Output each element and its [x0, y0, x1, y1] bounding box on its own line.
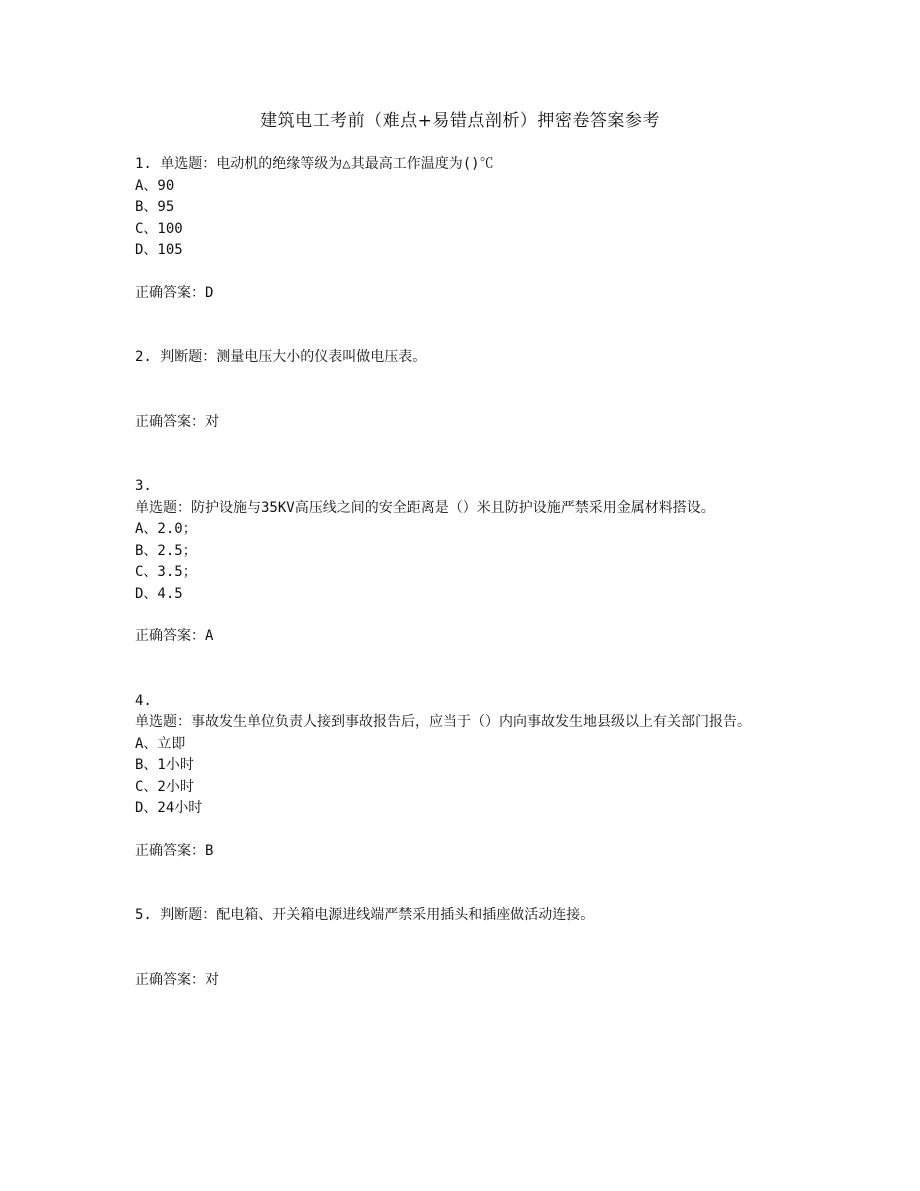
answer-2: [135, 412, 785, 434]
question-3-number: 3.: [135, 478, 152, 494]
answer-3: [135, 626, 785, 648]
question-4: [135, 691, 785, 863]
question-text: 配电箱、开关箱电源进线端严禁采用插头和插座做活动连接。: [216, 907, 595, 923]
question-4-number: 4.: [135, 692, 152, 709]
question-5: [135, 905, 785, 991]
answer-value: 对: [205, 971, 219, 988]
question-type: 判断题：: [160, 907, 217, 923]
option-c: C、100: [135, 220, 183, 237]
question-text: 防护设施与35KV高压线之间的安全距离是（）米且防护设施严禁采用金属材料搭设。: [191, 499, 715, 516]
question-list: [135, 154, 785, 991]
question-number: 1.: [135, 156, 152, 172]
option-b: B、2.5；: [135, 542, 197, 559]
question-type: 单选题：: [160, 156, 217, 172]
question-5-stem: [135, 905, 785, 927]
answer-5: [135, 970, 785, 992]
answer-value: D: [205, 284, 214, 301]
question-number: 5.: [135, 907, 152, 923]
option-d: D、4.5: [135, 585, 183, 602]
option-a: A、90: [135, 177, 175, 194]
answer-label: 正确答案：: [135, 413, 205, 430]
question-4-stem: [135, 712, 785, 734]
option-d: D、24小时: [135, 800, 203, 816]
option-d: D、105: [135, 242, 183, 258]
page-title: 建筑电工考前（难点+易错点剖析）押密卷答案参考: [260, 111, 660, 131]
question-type: 单选题：: [135, 714, 191, 730]
option-b: B、95: [135, 199, 175, 215]
answer-4: [135, 841, 785, 863]
option-c: C、2小时: [135, 778, 194, 795]
question-1-stem: [135, 154, 785, 176]
answer-label: 正确答案：: [135, 284, 205, 301]
question-2-stem: [135, 347, 785, 369]
answer-value: A: [205, 628, 214, 644]
answer-value: B: [205, 842, 214, 859]
option-b: B、1小时: [135, 757, 194, 773]
question-type: 判断题：: [160, 349, 217, 365]
question-3: [135, 476, 785, 648]
answer-value: 对: [205, 413, 219, 430]
question-type: 单选题：: [135, 499, 191, 516]
answer-label: 正确答案：: [135, 842, 205, 859]
option-c: C、3.5；: [135, 564, 197, 580]
option-a: A、立即: [135, 735, 186, 752]
question-3-stem: [135, 498, 785, 520]
question-text: 测量电压大小的仪表叫做电压表。: [216, 349, 427, 365]
option-a: A、2.0；: [135, 521, 197, 537]
answer-label: 正确答案：: [135, 971, 205, 988]
question-text: 事故发生单位负责人接到事故报告后，应当于（）内向事故发生地县级以上有关部门报告。: [191, 714, 751, 730]
question-number: 2.: [135, 349, 152, 365]
answer-label: 正确答案：: [135, 628, 205, 644]
question-2: [135, 347, 785, 433]
answer-1: [135, 283, 785, 305]
question-1: [135, 154, 785, 304]
question-text: 电动机的绝缘等级为△其最高工作温度为()℃: [216, 156, 494, 172]
